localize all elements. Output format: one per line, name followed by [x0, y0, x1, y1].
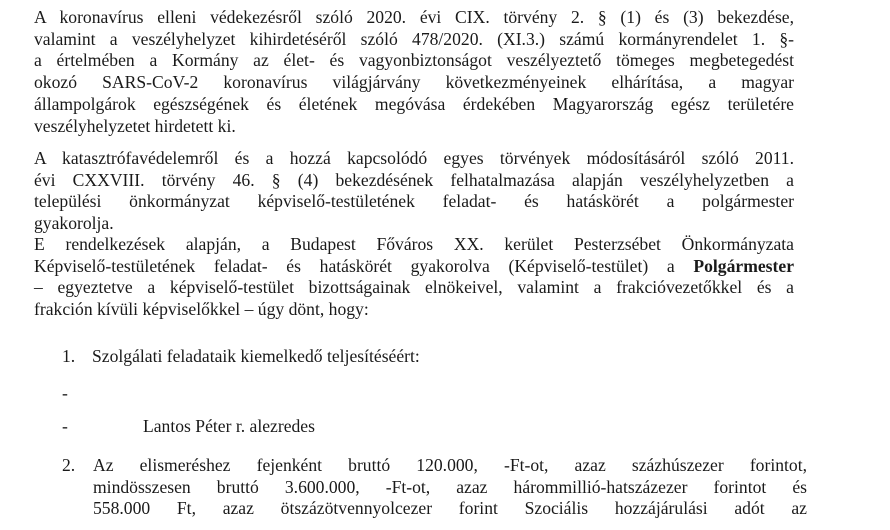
paragraph-decision: [34, 234, 794, 321]
paragraph-legal-basis: [34, 7, 794, 137]
list-item-1: [62, 346, 792, 368]
text-line: valamint a veszélyhelyzet kihirdetéséről szóló 478/2020. (XI.3.) számú kormányrendelet 1. §-: [34, 28, 794, 49]
list-item-2: [62, 455, 807, 519]
recipient-name: Lantos Péter r. alezredes: [143, 416, 315, 436]
text-line: állampolgárok egészségének és életének megóvása érdekében Magyarország egész területére: [34, 93, 794, 114]
text-line: 558.000 Ft, azaz ötszázötvennyolcezer forint Szociális hozzájárulási adót az: [93, 498, 807, 519]
text-line: frakción kívüli képviselőkkel – úgy dönt, hogy:: [34, 299, 369, 320]
text-line: E rendelkezések alapján, a Budapest Főváros XX. kerület Pesterzsébet Önkormányzata: [34, 234, 794, 254]
list-item-text: [93, 455, 807, 520]
text-line: mindösszesen bruttó 3.600.000, -Ft-ot, azaz hárommillió-hatszázezer forintot és: [93, 476, 807, 497]
text-line: Az elismeréshez fejenként bruttó 120.000, -Ft-ot, azaz százhúszezer forintot,: [93, 455, 807, 475]
text-line: okozó SARS-CoV-2 koronavírus világjárvány következményeinek elhárítása, a magyar: [34, 72, 794, 93]
list-number: 2.: [62, 455, 76, 475]
text-line: – egyeztetve a képviselő-testület bizottságainak elnökeivel, valamint a frakcióvezetőkkel és a: [34, 277, 794, 298]
dash-bullet: -: [62, 416, 68, 436]
text-line: A koronavírus elleni védekezésről szóló 2020. évi CIX. törvény 2. § (1) és (3) bekezdése,: [34, 7, 794, 27]
text-line: évi CXXVIII. törvény 46. § (4) bekezdésének felhatalmazása alapján veszélyhelyzetben a: [34, 169, 794, 190]
text-line: veszélyhelyzetet hirdetett ki.: [34, 115, 236, 136]
paragraph-authorization: [34, 148, 794, 235]
mayor-label: Polgármester: [693, 255, 794, 276]
dash-bullet: -: [62, 383, 68, 403]
text-line: gyakorolja.: [34, 213, 114, 234]
text-line: települési önkormányzat képviselő-testületének feladat- és hatáskörét a polgármester: [34, 191, 794, 212]
list-number: 1.: [62, 346, 76, 366]
list-item-text: Szolgálati feladataik kiemelkedő teljesítéséért:: [92, 346, 420, 366]
text-line: [34, 256, 794, 278]
text-line: A katasztrófavédelemről és a hozzá kapcsolódó egyes törvények módosításáról szóló 2011.: [34, 148, 794, 168]
text-fragment: Képviselő-testületének feladat- és hatáskörét gyakorolva (Képviselő-testület) a: [34, 255, 694, 276]
text-line: a értelmében a Kormány az élet- és vagyonbiztonságot veszélyeztető tömeges megbetegedést: [34, 50, 794, 71]
